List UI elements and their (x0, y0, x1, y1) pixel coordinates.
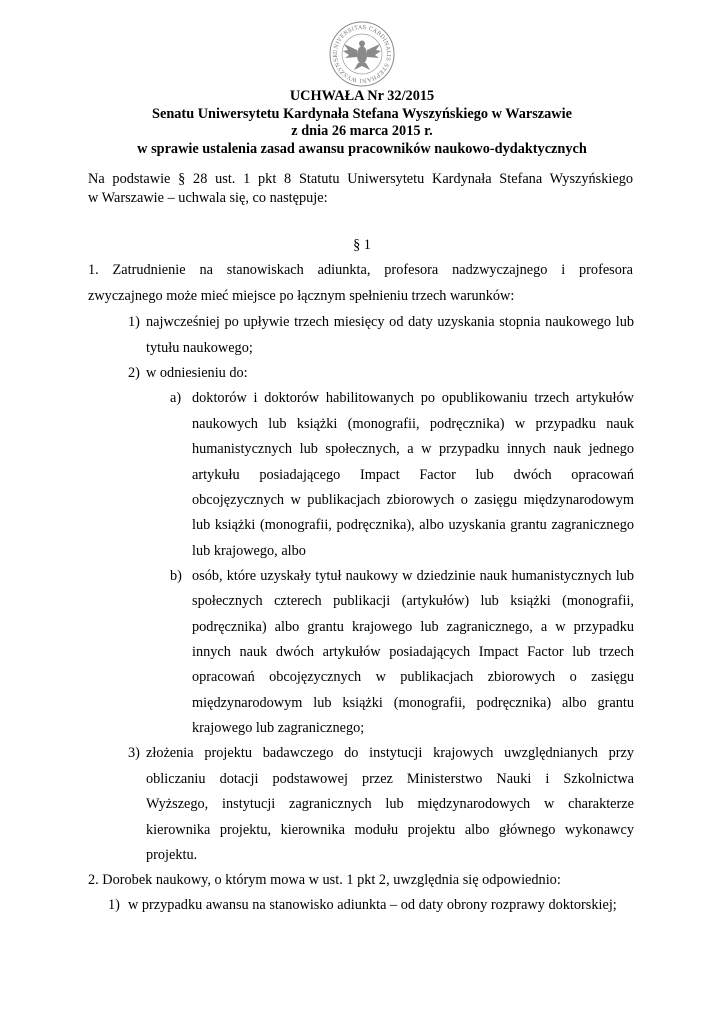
item2b-line: krajowego lub zagranicznego; (192, 720, 365, 736)
item3-line: Wyższego, instytucji zagranicznych lub międzynarodowych w charakterze (146, 796, 634, 812)
item2b-line: innych nauk dwóch artykułów posiadających Impact Factor lub trzech (192, 644, 634, 660)
resolution-senate: Senatu Uniwersytetu Kardynała Stefana Wyszyńskiego w Warszawie (152, 105, 572, 122)
p2-line-1: 2. Dorobek naukowy, o którym mowa w ust. 1 pkt 2, uwzględnia się odpowiednio: (88, 872, 561, 888)
intro-line-2: w Warszawie – uchwala się, co następuje: (88, 190, 328, 206)
item3-line: złożenia projektu badawczego do instytucji krajowych uwzględnianych przy (146, 745, 634, 761)
item3-number: 3) (128, 745, 140, 761)
intro-line-1: Na podstawie § 28 ust. 1 pkt 8 Statutu Uniwersytetu Kardynała Stefana Wyszyńskiego (88, 171, 633, 187)
item2a-line: lub krajowego, albo (192, 543, 306, 559)
item2b-line: społecznych czterech publikacji (artykułów) lub książki (monografii, (192, 593, 634, 609)
item2a-line: lub książki (monografii, podręcznika), albo uzyskania grantu zagranicznego (192, 517, 634, 533)
p1-line-1: 1. Zatrudnienie na stanowiskach adiunkta, profesora nadzwyczajnego i profesora (88, 262, 633, 278)
item1-line-2: tytułu naukowego; (146, 340, 253, 356)
item1-line-1: najwcześniej po upływie trzech miesięcy od daty uzyskania stopnia naukowego lub (146, 314, 634, 330)
item3-line: projektu. (146, 847, 198, 863)
svg-text:UNIVERSITAS CARDINALIS STEPHAN: UNIVERSITAS CARDINALIS STEPHANI WYSZYŃSK (332, 24, 392, 84)
item2b-line: osób, które uzyskały tytuł naukowy w dziedzinie nauk humanistycznych lub (192, 568, 634, 584)
item2-number: 2) (128, 365, 140, 381)
item2b-line: międzynarodowym lub książki (monografii, podręcznika) albo grantu (192, 695, 634, 711)
resolution-title: UCHWAŁA Nr 32/2015 (289, 88, 435, 104)
section-sign: § 1 (353, 237, 371, 253)
item2a-line: artykułu posiadającego Impact Factor lub dwóch opracowań (192, 467, 634, 483)
item2b-line: podręcznika) albo grantu krajowego lub zagranicznego, a w przypadku (192, 619, 634, 635)
item2a-line: naukowych lub książki (monografii, podręcznika) w przypadku nauk (192, 416, 634, 432)
p2-item1-number: 1) (108, 897, 120, 913)
item3-line: obliczaniu dotacji podstawowej przez Ministerstwo Nauki i Szkolnictwa (146, 771, 634, 787)
item1-number: 1) (128, 314, 140, 330)
item2b-line: opracowań obcojęzycznych w publikacjach zbiorowych o zasięgu (192, 669, 634, 685)
university-seal (328, 20, 396, 88)
p1-line-2: zwyczajnego może mieć miejsce po łącznym spełnieniu trzech warunków: (88, 288, 515, 304)
item3-line: kierownika projektu, kierownika modułu projektu albo głównego wykonawcy (146, 822, 634, 838)
item2a-line: humanistycznych lub społecznych, a w przypadku innych nauk jednego (192, 441, 634, 457)
resolution-header (0, 88, 724, 158)
item2a-line: doktorów i doktorów habilitowanych po opublikowaniu trzech artykułów (192, 390, 634, 406)
item2a-letter: a) (170, 390, 182, 406)
item2b-letter: b) (170, 568, 182, 584)
item2a-line: obcojęzycznych w publikacjach zbiorowych o zasięgu międzynarodowym (192, 492, 634, 508)
university-seal-icon (328, 20, 396, 88)
resolution-subject: w sprawie ustalenia zasad awansu pracowników naukowo-dydaktycznych (137, 140, 587, 157)
intro-paragraph (88, 170, 633, 208)
resolution-date: z dnia 26 marca 2015 r. (291, 123, 433, 139)
item2-line-1: w odniesieniu do: (146, 365, 248, 381)
p2-item1-line-1: w przypadku awansu na stanowisko adiunkta – od daty obrony rozprawy doktorskiej; (128, 897, 617, 913)
